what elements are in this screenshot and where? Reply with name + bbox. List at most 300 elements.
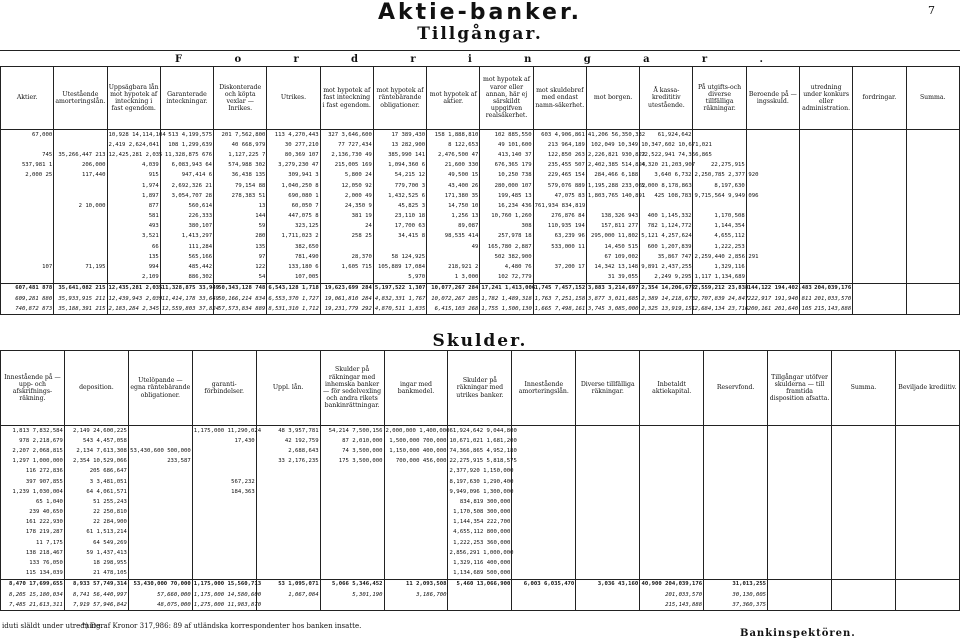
table-cell: [384, 426, 448, 437]
cell-value: 2,389: [641, 295, 662, 302]
table-cell: [906, 181, 959, 191]
table-cell: [54, 191, 107, 201]
column-header: Summa.: [906, 67, 959, 130]
table-cell: [533, 232, 586, 242]
cell-value: 915: [148, 172, 159, 179]
cell-value: 686,647: [103, 468, 127, 475]
cell-value: 233,587: [167, 458, 191, 465]
cell-value: 2,419: [108, 141, 129, 148]
table-cell: [895, 446, 959, 456]
table-cell: [533, 222, 586, 232]
table-cell: [54, 212, 107, 222]
cell-value: 4,832,331: [374, 295, 409, 302]
table-cell: [128, 579, 192, 590]
cell-value: 2,437,255: [661, 264, 692, 271]
cell-value: 33,949: [198, 285, 220, 292]
cell-value: 877: [148, 202, 159, 209]
cell-value: 885,550: [508, 131, 532, 138]
cell-value: 13: [471, 213, 479, 220]
table-cell: [128, 477, 192, 487]
cell-value: 2,345: [142, 305, 160, 312]
table-cell: [320, 558, 384, 568]
table-cell: [640, 232, 693, 242]
table-cell: [831, 497, 895, 507]
table-cell: [512, 518, 576, 528]
table-cell: [640, 161, 696, 171]
cell-value: 1,500,130: [501, 305, 532, 312]
column-header: Utestående amorteringslån.: [54, 67, 107, 130]
table-cell: [107, 294, 163, 304]
cell-value: 748: [255, 285, 266, 292]
cell-value: 5,800: [344, 172, 366, 179]
cell-value: 37,200: [554, 264, 579, 271]
table-cell: [586, 283, 639, 294]
cell-value: 113: [274, 131, 289, 138]
cell-value: 1,400,000: [419, 427, 450, 434]
table-cell: [640, 457, 704, 467]
cell-value: 115: [25, 570, 40, 577]
table-cell: [1, 171, 54, 181]
table-cell: [576, 579, 640, 590]
table-cell: [1, 579, 65, 590]
table-cell: [640, 436, 704, 446]
table-cell: [895, 508, 959, 518]
cell-value: 8: [315, 182, 319, 189]
table-cell: [640, 477, 704, 487]
cell-value: 191,940,811: [774, 295, 812, 302]
table-cell: [373, 150, 426, 160]
table-cell: [704, 446, 768, 456]
cell-value: 2,856,291: [728, 253, 759, 260]
table-cell: [64, 528, 128, 538]
table-cell: [799, 181, 852, 191]
table-cell: [192, 436, 256, 446]
cell-value: 2,068,815: [32, 447, 63, 454]
table-cell: [746, 150, 799, 160]
table-cell: [693, 273, 746, 284]
cell-value: 23,838: [728, 285, 749, 292]
cell-value: 1,207,839: [661, 243, 692, 250]
table-cell: [576, 467, 640, 477]
cell-value: 92: [365, 182, 372, 189]
cell-value: 108,783: [667, 192, 692, 199]
cell-value: 135: [255, 172, 266, 179]
cell-value: 3: [421, 182, 426, 189]
cell-value: 1,067,084: [288, 591, 319, 598]
table-cell: [799, 252, 852, 262]
column-header: mot borgen.: [586, 67, 639, 130]
cell-value: 222,700: [486, 519, 511, 526]
cell-value: 22: [93, 519, 104, 526]
table-cell: [1, 294, 54, 304]
table-cell: [128, 457, 192, 467]
cell-value: 607,481: [15, 285, 43, 292]
table-cell: [128, 436, 192, 446]
table-cell: [895, 487, 959, 497]
cell-value: 360,000: [486, 539, 511, 546]
cell-value: 277,210: [295, 141, 319, 148]
table-cell: [895, 426, 959, 437]
table-cell: [64, 579, 128, 590]
table-cell: [576, 590, 640, 600]
cell-value: 25: [365, 233, 372, 240]
cell-value: 40,650: [42, 509, 63, 516]
table-cell: [320, 497, 384, 507]
cell-value: 436: [521, 202, 532, 209]
cell-value: 456,000: [422, 458, 447, 465]
cell-value: 1,803,765: [587, 192, 622, 199]
table-cell: [373, 252, 426, 262]
table-cell: [704, 426, 768, 437]
table-cell: [267, 283, 320, 294]
cell-value: 7,485: [9, 601, 30, 608]
table-cell: [768, 467, 832, 477]
column-header: Utrikes.: [267, 67, 320, 130]
cell-value: 1,432,525: [388, 192, 422, 199]
table-cell: [214, 262, 267, 272]
cell-value: 500,000: [486, 570, 511, 577]
table-cell: [768, 518, 832, 528]
cell-value: 135: [255, 243, 266, 250]
table-cell: [54, 273, 107, 284]
table-cell: [1, 222, 54, 232]
table-cell: [640, 497, 704, 507]
cell-value: 40,900: [641, 581, 666, 588]
table-cell: [906, 201, 959, 211]
table-cell: [320, 262, 373, 272]
table-cell: [1, 262, 54, 272]
table-cell: [267, 232, 320, 242]
table-cell: [320, 171, 373, 181]
cell-value: 63,239: [554, 233, 579, 240]
table-cell: [704, 487, 768, 497]
table-cell: [320, 273, 373, 284]
table-cell: [831, 518, 895, 528]
cell-value: 116: [25, 468, 40, 475]
cell-value: 1,605: [341, 264, 362, 271]
cell-value: 18: [93, 560, 104, 567]
table-cell: [1, 528, 65, 538]
cell-value: 3,500,000: [352, 458, 383, 465]
cell-value: 690,080: [288, 192, 316, 199]
cell-value: 1,413,006: [504, 285, 536, 292]
cell-value: 1,127,225: [228, 151, 262, 158]
cell-value: 8,531,310: [268, 305, 303, 312]
cell-value: 2,887: [514, 243, 532, 250]
cell-value: 295,000: [591, 233, 618, 240]
table-cell: [693, 304, 749, 315]
table-cell: [1, 232, 54, 242]
cell-value: 263: [574, 151, 585, 158]
table-row: [1, 457, 960, 467]
table-cell: [853, 191, 906, 201]
cell-value: 2,684,134: [694, 305, 729, 312]
table-cell: [906, 161, 959, 171]
cell-value: 8,470: [9, 581, 30, 588]
cell-value: 1,195,288: [587, 182, 622, 189]
table-cell: [160, 201, 213, 211]
column-header: Innestående på — upp- och afskrifnings-räkning.: [1, 351, 65, 426]
cell-value: 309,941: [288, 172, 316, 179]
table-row: [1, 181, 960, 191]
cell-value: 56,350,332: [611, 131, 646, 138]
table-cell: [1, 487, 65, 497]
cell-value: 204,039,176: [665, 581, 703, 588]
cell-value: 10,760: [491, 213, 515, 220]
table-cell: [1, 150, 54, 160]
cell-value: 1,755: [481, 305, 502, 312]
cell-value: 738: [521, 172, 532, 179]
table-cell: [214, 242, 267, 252]
cell-value: 33,649: [198, 295, 220, 302]
cell-value: 2: [78, 202, 86, 209]
table-cell: [533, 171, 586, 181]
table-cell: [533, 161, 586, 171]
cell-value: 35,188,391: [58, 305, 96, 312]
table-cell: [160, 242, 213, 252]
table-cell: [693, 262, 746, 272]
cell-value: 2,134: [76, 447, 97, 454]
table-cell: [214, 140, 267, 150]
table-cell: [256, 558, 320, 568]
cell-value: 300,000: [486, 498, 511, 505]
cell-value: 10: [471, 202, 479, 209]
cell-value: 7,500,156: [352, 427, 383, 434]
table-cell: [693, 242, 746, 252]
table-cell: [768, 590, 832, 600]
cell-value: 579,076: [547, 182, 575, 189]
table-cell: [746, 262, 799, 272]
cell-value: 54,214: [328, 427, 353, 434]
cell-value: 1,835: [408, 305, 426, 312]
table-cell: [746, 181, 799, 191]
table-cell: [54, 262, 107, 272]
table-cell: [768, 558, 832, 568]
table-cell: [906, 232, 959, 242]
table-cell: [384, 600, 448, 611]
table-cell: [384, 446, 448, 456]
table-cell: [214, 161, 267, 171]
table-cell: [427, 191, 480, 201]
cell-value: 5,460: [456, 581, 477, 588]
cell-value: 889: [574, 182, 585, 189]
cell-value: 21: [93, 570, 104, 577]
table-cell: [128, 467, 192, 477]
cell-value: 10,072,267: [431, 295, 469, 302]
table-cell: [533, 130, 586, 141]
table-cell: [480, 232, 533, 242]
table-cell: [831, 528, 895, 538]
table-cell: [576, 446, 640, 456]
cell-value: 22,275,915: [449, 458, 487, 465]
table-cell: [704, 538, 768, 548]
table-cell: [895, 436, 959, 446]
table-cell: [214, 212, 267, 222]
cell-value: 6,188: [621, 172, 639, 179]
table-cell: [64, 497, 128, 507]
table-cell: [192, 579, 262, 590]
cell-value: 1,413,297: [181, 233, 213, 240]
cell-value: 194: [574, 223, 585, 230]
banner-letter: r: [701, 54, 710, 65]
cell-value: 13: [524, 192, 532, 199]
cell-value: 158: [434, 131, 449, 138]
table-cell: [373, 222, 426, 232]
table-cell: [427, 252, 480, 262]
cell-value: 1,256: [451, 213, 472, 220]
table-row: [1, 508, 960, 518]
cell-value: 2,688,643: [288, 447, 319, 454]
cell-value: 56,440,997: [93, 591, 127, 598]
cell-value: 567,232: [231, 478, 255, 485]
table-cell: [480, 130, 533, 141]
cell-value: 21,613,311: [29, 601, 63, 608]
cell-value: 215,143,888: [814, 305, 852, 312]
table-cell: [640, 487, 704, 497]
cell-value: 1,813: [12, 427, 33, 434]
cell-value: 45,825: [398, 202, 422, 209]
table-cell: [448, 426, 517, 437]
table-cell: [427, 150, 480, 160]
cell-value: 7,832,584: [32, 427, 63, 434]
table-cell: [831, 600, 895, 611]
cell-value: 235,455: [547, 162, 575, 169]
table-cell: [1, 436, 65, 446]
table-cell: [1, 508, 65, 518]
table-cell: [533, 283, 586, 294]
table-cell: [704, 477, 768, 487]
cell-value: 14,580,600: [227, 591, 262, 598]
cell-value: 7,498,161: [554, 305, 586, 312]
cell-value: 16,234: [497, 202, 522, 209]
cell-value: 514,824: [621, 162, 646, 169]
cell-value: 1,681,200: [486, 437, 517, 444]
cell-value: 513: [168, 131, 182, 138]
table-cell: [427, 171, 480, 181]
table-cell: [267, 150, 320, 160]
table-cell: [586, 304, 639, 315]
cell-value: 175: [338, 458, 353, 465]
cell-value: 2,035: [145, 285, 163, 292]
cell-value: 28,370: [351, 253, 372, 260]
table-cell: [107, 273, 160, 284]
cell-value: 39,055: [617, 274, 639, 281]
cell-value: 1,437,413: [96, 549, 127, 556]
table-cell: [640, 304, 696, 315]
table-cell: [267, 294, 320, 304]
table-cell: [799, 161, 852, 171]
cell-value: 2,856,291: [449, 549, 484, 556]
table-cell: [853, 283, 906, 294]
banner-letter: r: [410, 54, 418, 65]
table-cell: [448, 436, 517, 446]
cell-value: 204,039,176: [814, 285, 852, 292]
cell-value: 11,328,875: [161, 285, 199, 292]
cell-value: 300,000: [486, 509, 511, 516]
table-cell: [480, 181, 533, 191]
cell-value: 745: [42, 151, 53, 158]
table-row: [1, 436, 960, 446]
table-cell: [256, 600, 320, 611]
table-row: [1, 467, 960, 477]
column-header: Utelöpande — egna räntebärande obligationer.: [128, 351, 192, 426]
cell-value: 84: [578, 213, 585, 220]
cell-value: 49: [365, 192, 372, 199]
cell-value: 1: [315, 192, 319, 199]
cell-value: 2: [475, 264, 479, 271]
table-cell: [128, 569, 192, 580]
table-cell: [320, 304, 373, 315]
cell-value: 400: [647, 213, 662, 220]
table-cell: [384, 436, 448, 446]
cell-value: 8,197,630: [449, 478, 484, 485]
cell-value: 2,136,730: [331, 151, 366, 158]
table-cell: [1, 600, 65, 611]
cell-value: 700,000: [395, 458, 423, 465]
cell-value: 2,259,440: [694, 253, 729, 260]
table-cell: [160, 273, 213, 284]
cell-value: 51: [258, 192, 266, 199]
table-cell: [160, 283, 220, 294]
table-cell: [576, 558, 640, 568]
table-cell: [54, 140, 107, 150]
cell-value: 1: [48, 162, 53, 169]
cell-value: 1,134,689: [453, 570, 487, 577]
cell-value: 31,013,255: [732, 581, 767, 588]
cell-value: 17,700: [394, 223, 419, 230]
cell-value: 5,301,190: [352, 591, 383, 598]
cell-value: 1,297: [12, 458, 33, 465]
cell-value: 800,000: [486, 529, 511, 536]
cell-value: 10,000: [85, 202, 106, 209]
cell-value: 171,380: [444, 192, 472, 199]
cell-value: 7,613,308: [96, 447, 127, 454]
cell-value: 1,329,116: [453, 560, 487, 567]
table-row: [1, 161, 960, 171]
cell-value: 1,144,354: [453, 519, 487, 526]
cell-value: 4,655,112: [453, 529, 487, 536]
table-cell: [128, 590, 192, 600]
table-cell: [853, 150, 906, 160]
column-header: Summa.: [831, 351, 895, 426]
table-cell: [640, 600, 704, 611]
cell-value: 8: [421, 233, 426, 240]
cell-value: 3,521: [141, 233, 159, 240]
cell-value: 51: [93, 498, 104, 505]
table-cell: [906, 171, 959, 181]
column-header: ingar med bankmedel.: [384, 351, 448, 426]
column-header: Å kassa-kredititiv utestående.: [640, 67, 693, 130]
cell-value: 4,320: [641, 162, 662, 169]
table-cell: [906, 212, 959, 222]
cell-value: 192,759: [295, 437, 319, 444]
table-cell: [640, 426, 704, 437]
cell-value: 2,000,000: [385, 427, 420, 434]
table-cell: [1, 212, 54, 222]
cell-value: 1,175,000: [193, 427, 228, 434]
cell-value: 382,900: [508, 253, 532, 260]
column-header: utredning under konkurs eller administration.: [799, 67, 852, 130]
cell-value: 107: [308, 151, 319, 158]
cell-value: 385,990: [388, 151, 416, 158]
cell-value: 1,718: [302, 285, 319, 292]
cell-value: 603: [541, 131, 555, 138]
table-cell: [640, 283, 696, 294]
cell-value: 87: [342, 437, 353, 444]
table-cell: [704, 457, 768, 467]
cell-value: 19: [365, 213, 372, 220]
table-cell: [640, 446, 704, 456]
